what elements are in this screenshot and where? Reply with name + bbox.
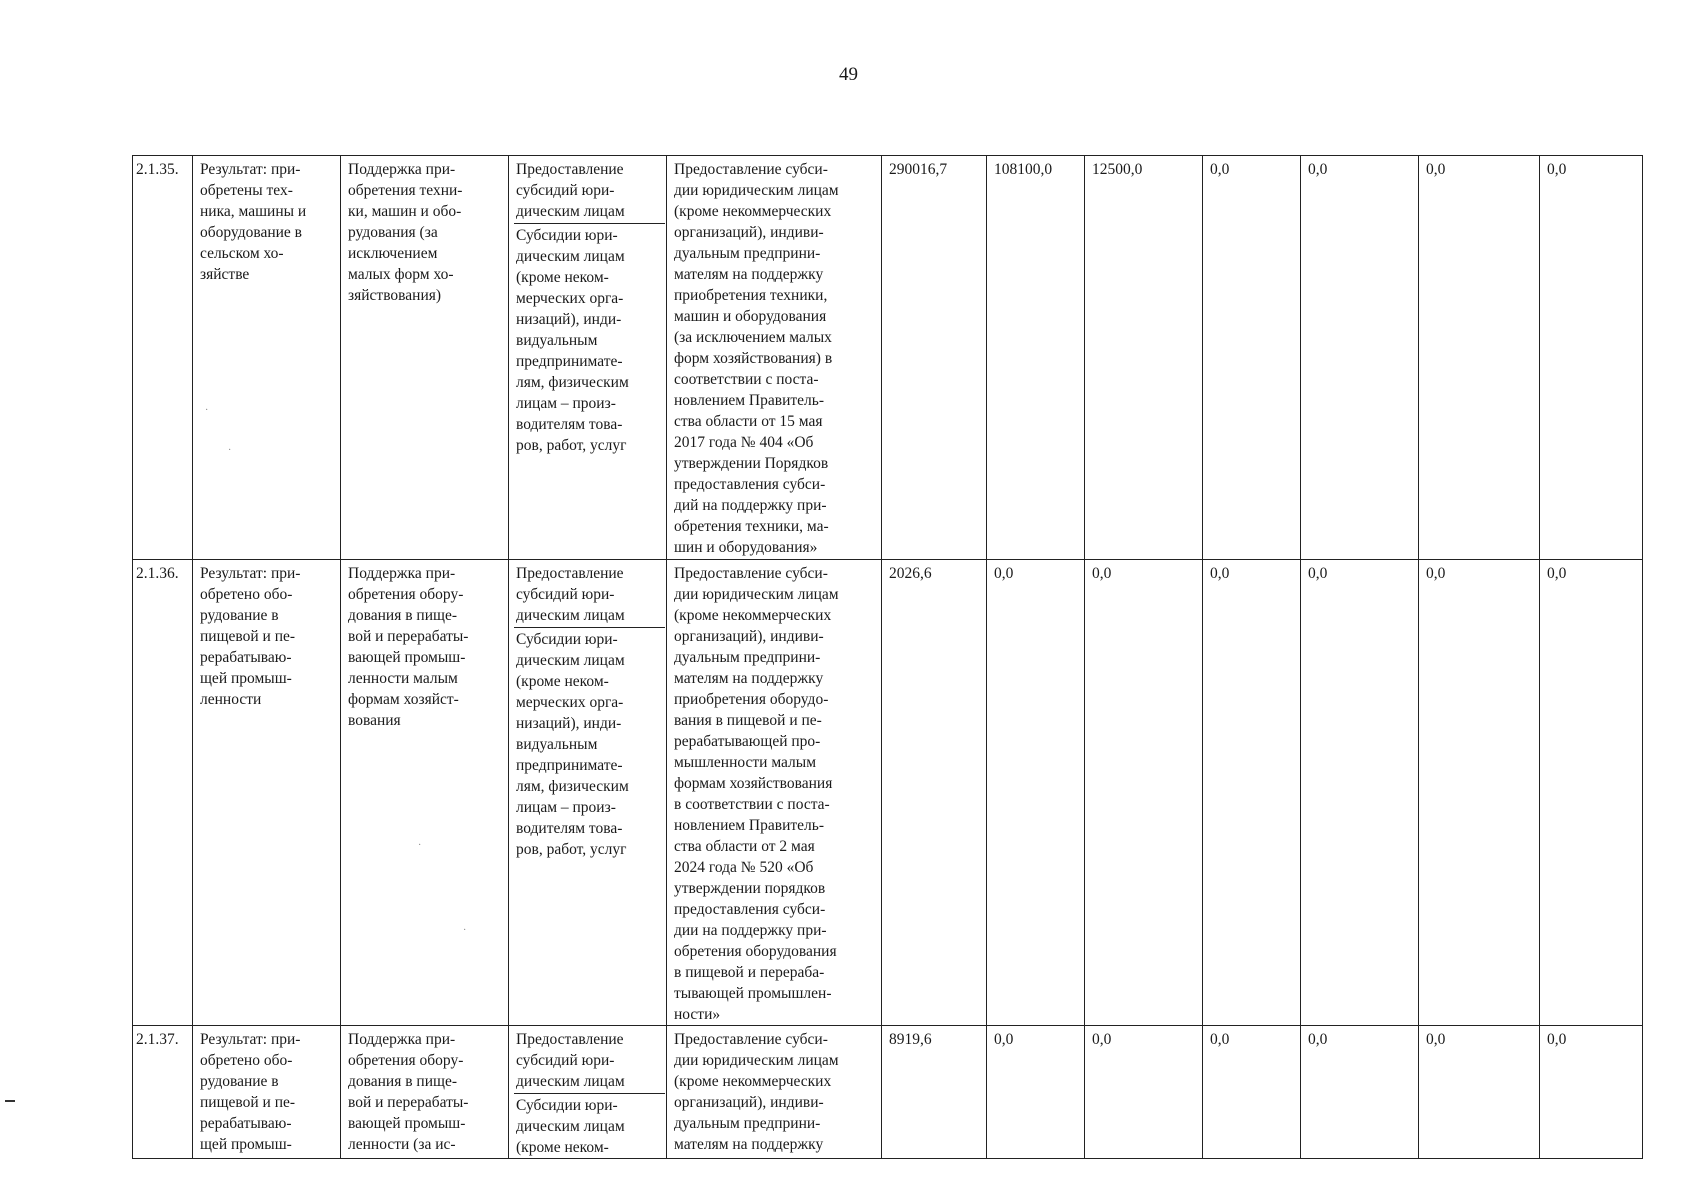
amount-cell: 0,0 — [1085, 1026, 1203, 1159]
support-cell: Поддержка при- обретения техни- ки, машин и обо- рудования (за исключением малых форм хо- зяйствования) — [341, 156, 509, 560]
description-cell: Предоставление субси- дии юридическим лицам (кроме некоммерческих организаций), индиви- дуальным предприни- мателям на поддержку — [667, 1026, 882, 1159]
scan-mark — [5, 1100, 15, 1102]
amount-cell: 0,0 — [1540, 156, 1643, 560]
amount-cell: 108100,0 — [987, 156, 1085, 560]
result-cell: Результат: при- обретено обо- рудование в пищевой и пе- рерабатываю- щей промыш- — [193, 1026, 341, 1159]
support-cell: Поддержка при- обретения обору- дования в пище- вой и перерабаты- вающей промыш- ленности малым формам хозяйст- вования — [341, 560, 509, 1026]
amount-cell: 0,0 — [987, 1026, 1085, 1159]
amount-cell: 0,0 — [1419, 1026, 1540, 1159]
table-row — [133, 560, 1643, 1026]
amount-cell: 290016,7 — [882, 156, 987, 560]
page-number: 49 — [839, 64, 858, 85]
scan-speck: · — [228, 445, 232, 456]
result-cell: Результат: при- обретено обо- рудование в пищевой и пе- рерабатываю- щей промыш- ленности — [193, 560, 341, 1026]
amount-cell: 0,0 — [1419, 560, 1540, 1026]
amount-cell: 0,0 — [1540, 560, 1643, 1026]
support-cell: Поддержка при- обретения обору- дования в пище- вой и перерабаты- вающей промыш- ленности (за ис- — [341, 1026, 509, 1159]
row-code: 2.1.36. — [133, 560, 193, 1026]
amount-cell: 0,0 — [1540, 1026, 1643, 1159]
mechanism-type: Предоставление субсидий юри- дическим лицам — [514, 1029, 665, 1094]
amount-cell: 12500,0 — [1085, 156, 1203, 560]
amount-cell: 0,0 — [1301, 560, 1419, 1026]
result-cell: Результат: при- обретены тех- ника, машины и оборудование в сельском хо- зяйстве — [193, 156, 341, 560]
amount-cell: 0,0 — [1085, 560, 1203, 1026]
scan-speck: · — [205, 405, 209, 416]
mechanism-recipients: Субсидии юри- дическим лицам (кроме неком- — [516, 1097, 625, 1156]
row-code: 2.1.37. — [133, 1026, 193, 1159]
amount-cell: 0,0 — [987, 560, 1085, 1026]
scan-speck: · — [463, 925, 467, 936]
amount-cell: 2026,6 — [882, 560, 987, 1026]
funding-table — [132, 155, 1643, 1159]
description-cell: Предоставление субси- дии юридическим лицам (кроме некоммерческих организаций), индиви- дуальным предприни- мателям на поддержку приобретения оборудо- вания в пищевой и пе- рерабатывающей про- мышленности малым формам хозяйствования в соответствии с поста- новлением Правитель- ства области от 2 мая 2024 года № 520 «Об утверждении порядков предоставления субси- дии на поддержку при- обретения оборудования в пищевой и перераба- тывающей промышлен- ности» — [667, 560, 882, 1026]
amount-cell: 0,0 — [1203, 560, 1301, 1026]
amount-cell: 0,0 — [1301, 1026, 1419, 1159]
description-cell: Предоставление субси- дии юридическим лицам (кроме некоммерческих организаций), индиви- дуальным предприни- мателям на поддержку приобретения техники, машин и оборудования (за исключением малых форм хозяйствования) в соответствии с поста- новлением Правитель- ства области от 15 мая 2017 года № 404 «Об утверждении Порядков предоставления субси- дий на поддержку при- обретения техники, ма- шин и оборудования» — [667, 156, 882, 560]
mechanism-recipients: Субсидии юри- дическим лицам (кроме неком- мерческих орга- низаций), инди- видуальным предпринимате- лям, физическим лицам – произ- водителям това- ров, работ, услуг — [516, 227, 629, 454]
row-code: 2.1.35. — [133, 156, 193, 560]
table-row — [133, 156, 1643, 560]
amount-cell: 0,0 — [1203, 1026, 1301, 1159]
mechanism-cell — [509, 560, 667, 1026]
mechanism-type: Предоставление субсидий юри- дическим лицам — [514, 563, 665, 628]
scan-speck: · — [418, 840, 422, 851]
amount-cell: 0,0 — [1301, 156, 1419, 560]
mechanism-cell — [509, 1026, 667, 1159]
amount-cell: 0,0 — [1419, 156, 1540, 560]
amount-cell: 0,0 — [1203, 156, 1301, 560]
mechanism-cell — [509, 156, 667, 560]
table-row — [133, 1026, 1643, 1159]
mechanism-type: Предоставление субсидий юри- дическим лицам — [514, 159, 665, 224]
amount-cell: 8919,6 — [882, 1026, 987, 1159]
mechanism-recipients: Субсидии юри- дическим лицам (кроме неком- мерческих орга- низаций), инди- видуальным предпринимате- лям, физическим лицам – произ- водителям това- ров, работ, услуг — [516, 631, 629, 858]
